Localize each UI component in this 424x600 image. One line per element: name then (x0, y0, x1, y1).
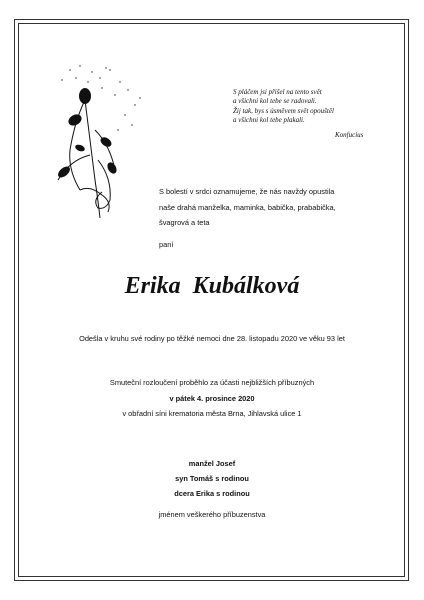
quote-line: a všichni kol tebe plakali. (233, 116, 305, 125)
quote-author: Konfucius (335, 131, 364, 139)
ceremony-place: v obřadní síni krematoria města Brna, Jihlavská ulice 1 (122, 409, 302, 418)
mourner-line: syn Tomáš s rodinou (175, 474, 249, 483)
announcement-line: naše drahá manželka, maminka, babička, prababička, (159, 202, 336, 212)
ceremony-line: Smuteční rozloučení proběhlo za účasti nejbližších příbuzných (109, 378, 315, 387)
announcement-line: švagrová a teta (159, 218, 210, 227)
rose-illustration (40, 60, 150, 220)
death-notice: Odešla v kruhu své rodiny po těžké nemoci dne 28. listopadu 2020 ve věku 93 let (79, 334, 345, 343)
announcement-line: S bolestí v srdci oznamujeme, že nás navždy opustila (159, 187, 335, 196)
announcement (159, 184, 389, 231)
ceremony-date: v pátek 4. prosince 2020 (169, 394, 255, 403)
quote-line: Žij tak, bys s úsměvem svět opouštěl (233, 106, 334, 115)
quote-line: S pláčem jsi přišel na tento svět (233, 88, 322, 96)
salutation: paní (159, 240, 174, 249)
quote-line: a všichni kol tebe se radovali. (233, 97, 317, 106)
mourner-line: dcera Erika s rodinou (174, 489, 250, 498)
mourner-line: manžel Josef (188, 459, 236, 468)
quote (233, 88, 383, 126)
mourners-closing: jménem veškerého příbuzenstva (158, 510, 266, 519)
deceased-name: Erika Kubálková (124, 273, 300, 299)
